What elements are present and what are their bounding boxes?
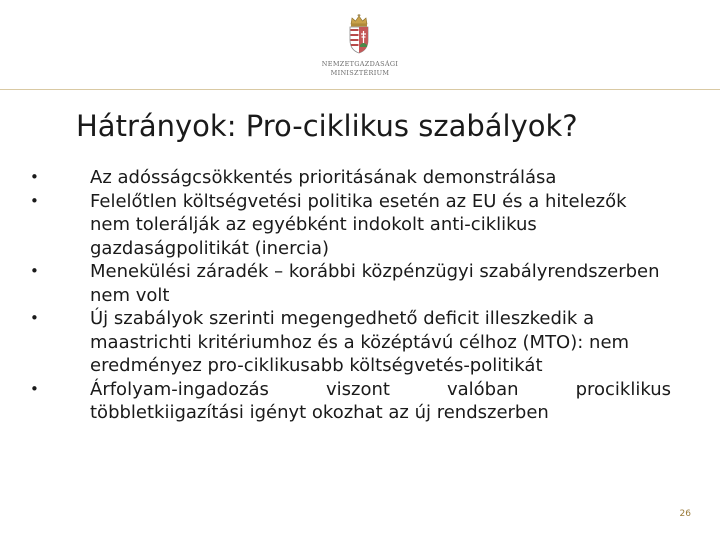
header-divider bbox=[0, 89, 720, 90]
slide-title: Hátrányok: Pro-ciklikus szabályok? bbox=[76, 109, 578, 143]
bullet-text: Árfolyam-ingadozás viszont valóban prociklikus többletkiigazítási igényt okozhat az új rendszerben bbox=[90, 378, 671, 423]
hungarian-coat-of-arms-icon bbox=[346, 14, 372, 54]
bullet-text: Felelőtlen költségvetési politika esetén az EU és a hitelezők nem tolerálják az egyébként indokolt anti-ciklikus gazdaságpolitikát (inercia) bbox=[90, 190, 627, 259]
bullet-dot-icon: • bbox=[30, 262, 39, 280]
bullet-item-3 bbox=[0, 260, 720, 307]
bullet-list bbox=[0, 166, 720, 425]
bullet-text: Menekülési záradék – korábbi közpénzügyi szabályrendszerben nem volt bbox=[90, 261, 660, 306]
bullet-dot-icon: • bbox=[30, 379, 39, 398]
bullet-dot-icon: • bbox=[30, 168, 39, 186]
bullet-dot-icon: • bbox=[30, 191, 39, 210]
ministry-name bbox=[300, 60, 420, 78]
bullet-item-4 bbox=[0, 307, 720, 378]
bullet-item-1 bbox=[0, 166, 720, 190]
bullet-item-2 bbox=[0, 190, 720, 261]
bullet-text: Új szabályok szerinti megengedhető deficit illeszkedik a maastrichti kritériumhoz és a középtávú célhoz (MTO): nem eredményez pro-ciklikusabb költségvetés-politikát bbox=[90, 308, 630, 376]
ministry-name-line2: MINISZTÉRIUM bbox=[330, 69, 390, 77]
page-number: 26 bbox=[679, 509, 691, 519]
bullet-dot-icon: • bbox=[30, 309, 39, 327]
bullet-item-5 bbox=[0, 378, 720, 425]
ministry-name-line1: NEMZETGAZDASÁGI bbox=[321, 60, 399, 68]
bullet-text: Az adósságcsökkentés prioritásának demonstrálása bbox=[90, 167, 557, 188]
